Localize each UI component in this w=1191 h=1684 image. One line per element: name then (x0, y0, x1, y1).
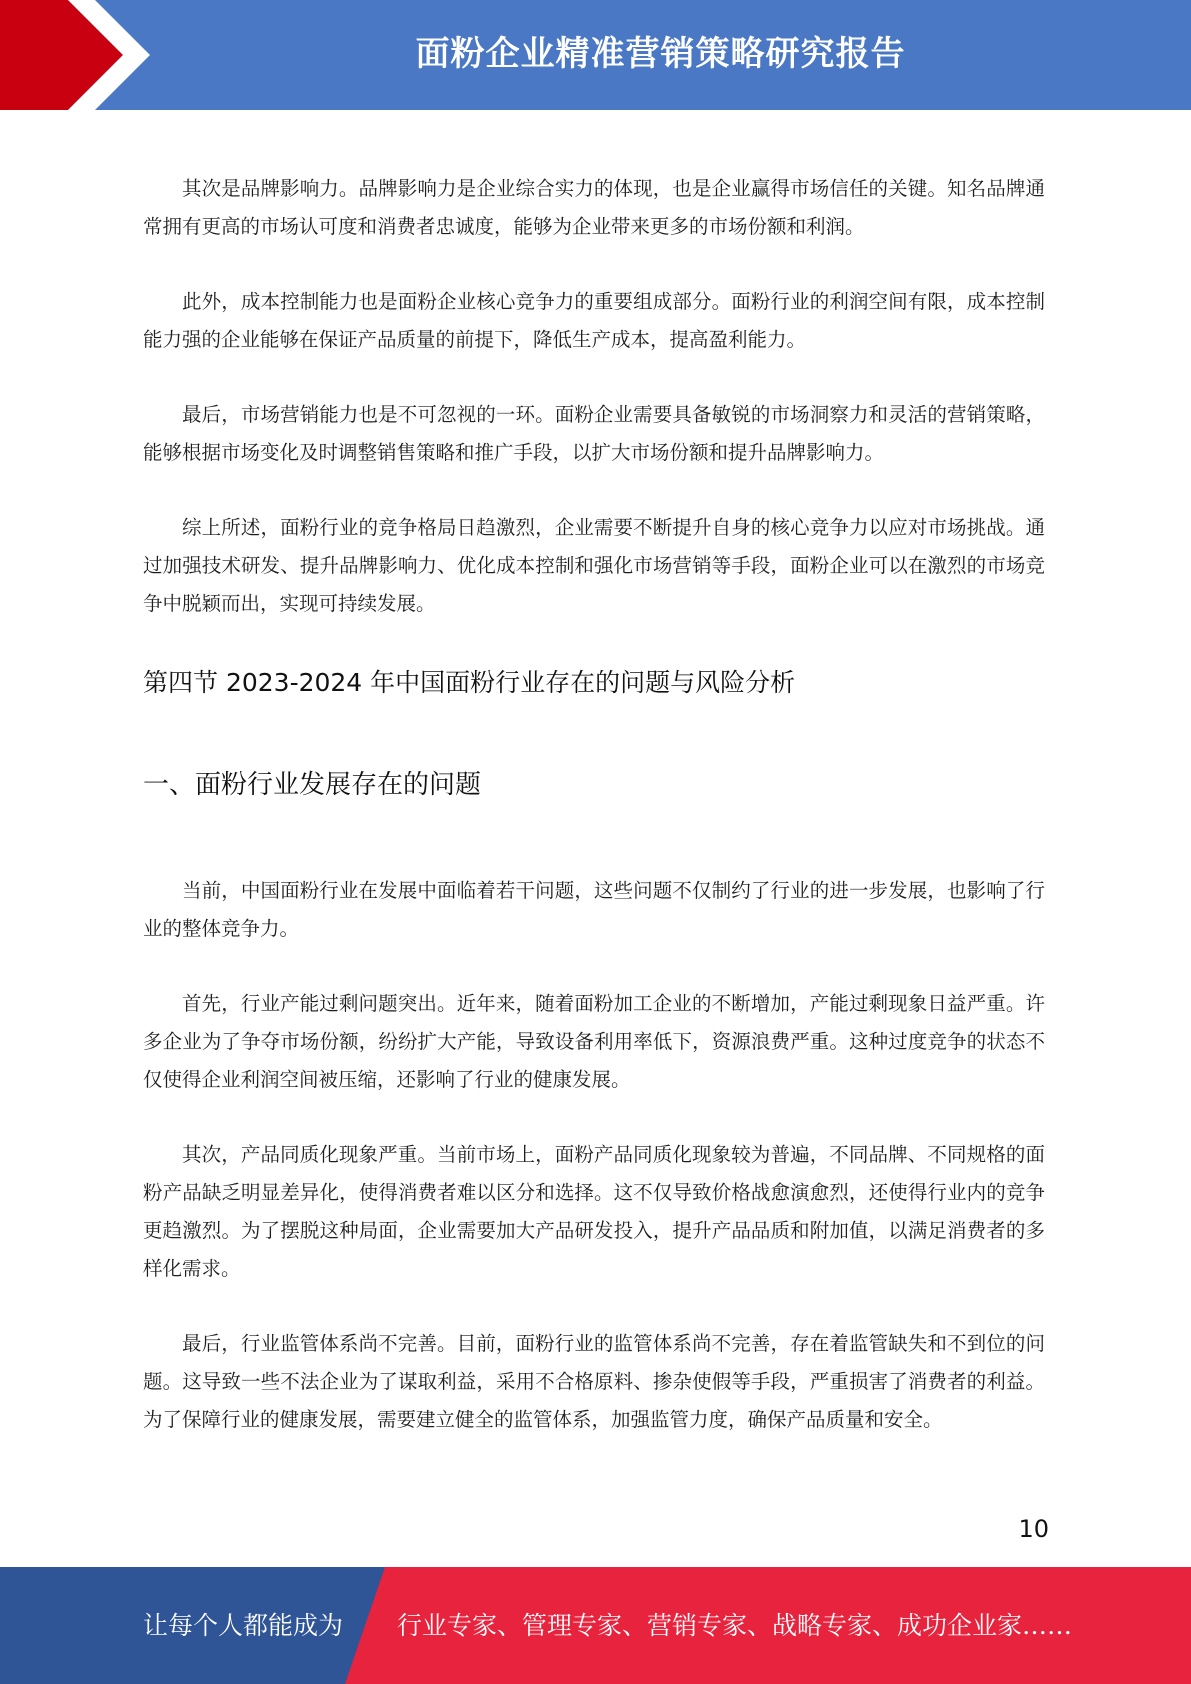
header-banner (0, 0, 1191, 110)
footer-banner (0, 1567, 1191, 1684)
footer-slogan-left: 让每个人都能成为 (143, 1611, 344, 1640)
paragraph-marketing: 最后，市场营销能力也是不可忽视的一环。面粉企业需要具备敏锐的市场洞察力和灵活的营销策略，能够根据市场变化及时调整销售策略和推广手段，以扩大市场份额和提升品牌影响力。 (143, 403, 1045, 464)
footer-slogan-right: 行业专家、管理专家、营销专家、战略专家、成功企业家…… (397, 1611, 1073, 1640)
paragraph-regulation: 最后，行业监管体系尚不完善。目前，面粉行业的监管体系尚不完善，存在着监管缺失和不到位的问题。这导致一些不法企业为了谋取利益，采用不合格原料、掺杂使假等手段，严重损害了消费者的利益。为了保障行业的健康发展，需要建立健全的监管体系，加强监管力度，确保产品质量和安全。 (143, 1332, 1045, 1431)
report-title: 面粉企业精准营销策略研究报告 (415, 34, 906, 74)
paragraph-cost-control: 此外，成本控制能力也是面粉企业核心竞争力的重要组成部分。面粉行业的利润空间有限，成本控制能力强的企业能够在保证产品质量的前提下，降低生产成本，提高盈利能力。 (143, 290, 1045, 351)
page-content (143, 170, 1045, 1476)
paragraph-homogenization: 其次，产品同质化现象严重。当前市场上，面粉产品同质化现象较为普遍，不同品牌、不同规格的面粉产品缺乏明显差异化，使得消费者难以区分和选择。这不仅导致价格战愈演愈烈，还使得行业内的竞争更趋激烈。为了摆脱这种局面，企业需要加大产品研发投入，提升产品品质和附加值，以满足消费者的多样化需求。 (143, 1143, 1045, 1280)
sub-title: 一、面粉行业发展存在的问题 (143, 770, 482, 800)
paragraph-brand-influence: 其次是品牌影响力。品牌影响力是企业综合实力的体现，也是企业赢得市场信任的关键。知名品牌通常拥有更高的市场认可度和消费者忠诚度，能够为企业带来更多的市场份额和利润。 (143, 177, 1045, 238)
page-number: 10 (1018, 1515, 1049, 1543)
section-title: 第四节 2023-2024 年中国面粉行业存在的问题与风险分析 (143, 668, 796, 697)
paragraph-summary: 综上所述，面粉行业的竞争格局日趋激烈，企业需要不断提升自身的核心竞争力以应对市场挑战。通过加强技术研发、提升品牌影响力、优化成本控制和强化市场营销等手段，面粉企业可以在激烈的市场竞争中脱颖而出，实现可持续发展。 (143, 516, 1045, 615)
paragraph-current-situation: 当前，中国面粉行业在发展中面临着若干问题，这些问题不仅制约了行业的进一步发展，也影响了行业的整体竞争力。 (143, 879, 1045, 940)
paragraph-overcapacity: 首先，行业产能过剩问题突出。近年来，随着面粉加工企业的不断增加，产能过剩现象日益严重。许多企业为了争夺市场份额，纷纷扩大产能，导致设备利用率低下，资源浪费严重。这种过度竞争的状态不仅使得企业利润空间被压缩，还影响了行业的健康发展。 (143, 992, 1045, 1091)
